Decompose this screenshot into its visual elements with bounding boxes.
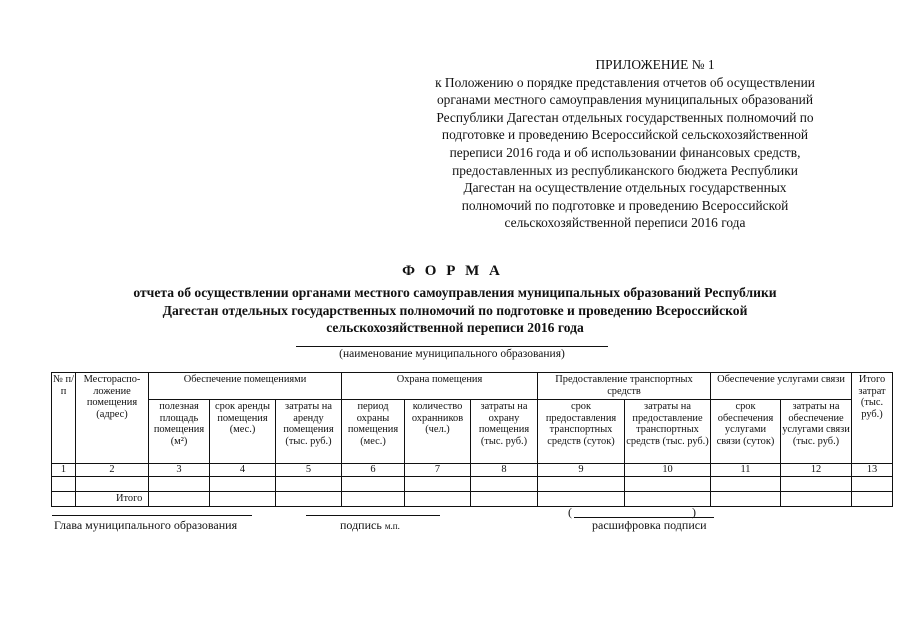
- appendix-line: предоставленных из республиканского бюджета Республики: [452, 162, 798, 178]
- header-premises-group: Обеспечение помещениями: [149, 373, 342, 400]
- table-cell[interactable]: [149, 491, 210, 506]
- table-cell[interactable]: [276, 476, 342, 491]
- total-row: [52, 491, 893, 506]
- data-row-empty[interactable]: [52, 476, 893, 491]
- head-label: Глава муниципального образования: [54, 518, 238, 532]
- table-cell[interactable]: [405, 491, 471, 506]
- column-number: 4: [210, 464, 276, 477]
- form-title-line: отчета об осуществлении органами местного самоуправления муниципальных образований Республики: [133, 285, 777, 300]
- table-cell[interactable]: [781, 491, 852, 506]
- table-cell[interactable]: [210, 476, 276, 491]
- report-table: [51, 372, 893, 507]
- table-cell[interactable]: [149, 476, 210, 491]
- signature-caption: [340, 518, 400, 533]
- form-heading: Ф О Р М А: [402, 263, 503, 279]
- appendix-line: переписи 2016 года и об использовании финансовых средств,: [449, 144, 801, 160]
- table-cell[interactable]: [538, 491, 625, 506]
- header-total-costs: Итого затрат (тыс. руб.): [852, 373, 893, 464]
- appendix-line: сельскохозяйственной переписи 2016 года: [504, 215, 746, 231]
- table-cell[interactable]: [625, 491, 711, 506]
- column-number: 6: [342, 464, 405, 477]
- table-cell[interactable]: [852, 491, 893, 506]
- table-cell[interactable]: [852, 476, 893, 491]
- header-security-costs: затраты на охрану помещения (тыс. руб.): [471, 400, 538, 464]
- form-title: [70, 284, 840, 337]
- column-number: 9: [538, 464, 625, 477]
- appendix-line: к Положению о порядке представления отчетов об осуществлении: [435, 74, 815, 90]
- header-transport-term: срок предоставления транспортных средств (суток): [538, 400, 625, 464]
- signature-line[interactable]: [306, 515, 440, 516]
- header-premises-costs: затраты на аренду помещения (тыс. руб.): [276, 400, 342, 464]
- transcript-label: расшифровка подписи: [592, 518, 707, 532]
- appendix-line: органами местного самоуправления муниципальных образований: [436, 92, 814, 108]
- total-label: Итого: [76, 491, 149, 506]
- column-number: 5: [276, 464, 342, 477]
- table-cell[interactable]: [625, 476, 711, 491]
- appendix-line: Республики Дагестан отдельных государственных полномочий по: [436, 109, 814, 125]
- table-cell[interactable]: [471, 476, 538, 491]
- appendix-line: Дагестан на осуществление отдельных государственных: [463, 180, 787, 196]
- table-cell[interactable]: [711, 491, 781, 506]
- column-number: 7: [405, 464, 471, 477]
- signature-label: подпись: [340, 518, 382, 532]
- appendix-block: [390, 56, 860, 232]
- municipality-fill-line[interactable]: [296, 346, 608, 347]
- table-cell[interactable]: [711, 476, 781, 491]
- header-premises-term: срок аренды помещения (мес.): [210, 400, 276, 464]
- header-transport-costs: затраты на предоставление транспортных средств (тыс. руб.): [625, 400, 711, 464]
- table-cell[interactable]: [538, 476, 625, 491]
- column-number: 13: [852, 464, 893, 477]
- header-security-guards: количество охранников (чел.): [405, 400, 471, 464]
- table-cell[interactable]: [210, 491, 276, 506]
- table-cell[interactable]: [276, 491, 342, 506]
- form-title-line: сельскохозяйственной переписи 2016 года: [326, 320, 584, 336]
- column-number: 8: [471, 464, 538, 477]
- head-signature-line[interactable]: [52, 515, 252, 516]
- transcript-parentheses: ( ): [568, 505, 696, 519]
- column-number: 11: [711, 464, 781, 477]
- column-number: 10: [625, 464, 711, 477]
- column-number: 3: [149, 464, 210, 477]
- header-comm-term: срок обеспечения услугами связи (суток): [711, 400, 781, 464]
- stamp-label: м.п.: [384, 521, 400, 531]
- header-security-group: Охрана помещения: [342, 373, 538, 400]
- table-cell[interactable]: [781, 476, 852, 491]
- table-cell[interactable]: [52, 491, 76, 506]
- table-cell[interactable]: [342, 491, 405, 506]
- form-title-line: Дагестан отдельных государственных полномочий по подготовке и проведению Всероссийской: [162, 302, 748, 318]
- header-security-period: период охраны помещения (мес.): [342, 400, 405, 464]
- header-location: Местораспо-ложение помещения (адрес): [76, 373, 149, 464]
- table-cell[interactable]: [52, 476, 76, 491]
- header-premises-area: полезная площадь помещения (м²): [149, 400, 210, 464]
- appendix-title: ПРИЛОЖЕНИЕ № 1: [595, 57, 715, 72]
- header-communications-group: Обеспечение услугами связи: [711, 373, 852, 400]
- table-cell[interactable]: [76, 476, 149, 491]
- header-transport-group: Предоставление транспортных средств: [538, 373, 711, 400]
- header-comm-costs: затраты на обеспечение услугами связи (тыс. руб.): [781, 400, 852, 464]
- table-cell[interactable]: [471, 491, 538, 506]
- table-cell[interactable]: [342, 476, 405, 491]
- appendix-line: полномочий по подготовке и проведению Всероссийской: [461, 197, 789, 213]
- table-cell[interactable]: [405, 476, 471, 491]
- appendix-line: подготовке и проведению Всероссийской сельскохозяйственной: [441, 127, 809, 143]
- column-number: 2: [76, 464, 149, 477]
- column-number: 12: [781, 464, 852, 477]
- municipality-caption: (наименование муниципального образования): [339, 348, 565, 360]
- header-number: № п/п: [52, 373, 76, 464]
- column-number: 1: [52, 464, 76, 477]
